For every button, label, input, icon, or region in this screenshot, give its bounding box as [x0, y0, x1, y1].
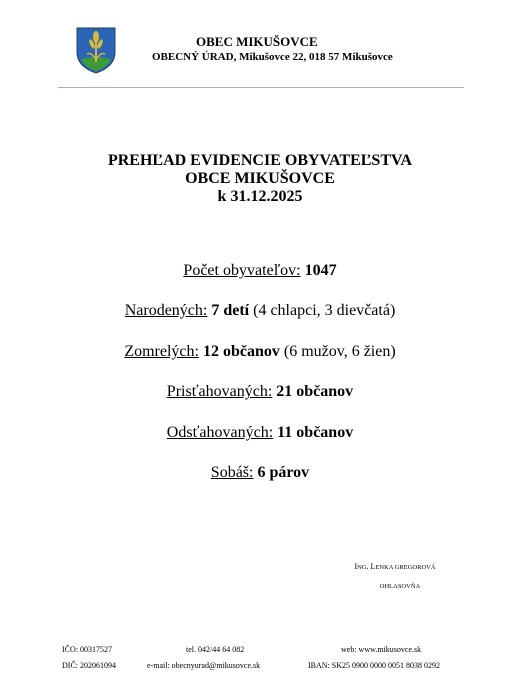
signature-name: ING. LENKA GREGOROVÁ — [354, 562, 436, 571]
document-title-line2: OBCE MIKUŠOVCE — [185, 170, 335, 187]
stat-births-value: 7 detí — [211, 302, 250, 319]
document-title-line1: PREHĽAD EVIDENCIE OBYVATEĽSTVA — [107, 152, 413, 169]
stat-marriages-value: 6 párov — [257, 464, 310, 481]
header-divider — [58, 87, 464, 88]
signature-role: OHLASOVŇA — [379, 583, 421, 590]
sig-initial-1: I — [354, 562, 358, 571]
footer-tel: tel. 042/44 64 082 — [186, 645, 245, 654]
stat-births — [0, 302, 520, 320]
office-address: OBECNÝ ÚRAD, Mikušovce 22, 018 57 Mikušovce — [152, 51, 393, 63]
stat-moved-out — [0, 424, 520, 442]
stat-population — [0, 262, 520, 280]
stat-moved-in — [0, 383, 520, 401]
stat-deaths — [0, 343, 520, 361]
stat-moved-out-value: 11 občanov — [277, 424, 354, 441]
stat-deaths-detail: (6 mužov, 6 žien) — [283, 343, 396, 360]
footer-iban: IBAN: SK25 0900 0000 0051 8038 0292 — [308, 661, 441, 670]
stat-moved-out-label: Odsťahovaných: — [166, 424, 274, 441]
footer-email: e-mail: obecnyurad@mikusovce.sk — [147, 661, 261, 670]
stat-moved-in-value: 21 občanov — [276, 383, 354, 400]
stat-births-detail: (4 chlapci, 3 dievčatá) — [253, 302, 396, 319]
sig-rest-1: NG — [357, 564, 367, 571]
stat-deaths-label: Zomrelých: — [124, 343, 199, 360]
footer-web: web: www.mikusovce.sk — [341, 645, 422, 654]
stat-deaths-value: 12 občanov — [202, 343, 280, 360]
stat-population-label: Počet obyvateľov: — [183, 262, 301, 279]
stat-marriages-label: Sobáš: — [210, 464, 254, 481]
footer-dic: DIČ: 202061094 — [62, 661, 116, 670]
sig-rest-2: ENKA GREGOROVÁ — [375, 564, 436, 571]
coat-of-arms-icon — [75, 26, 117, 74]
sig-initial-2: L — [370, 562, 376, 571]
stat-moved-in-label: Prisťahovaných: — [166, 383, 273, 400]
stat-population-value: 1047 — [304, 262, 337, 279]
municipality-title: OBEC MIKUŠOVCE — [196, 34, 318, 49]
stat-marriages — [0, 464, 520, 482]
stat-births-label: Narodených: — [124, 302, 208, 319]
footer-ico: IČO: 00317527 — [62, 645, 112, 654]
document-date: k 31.12.2025 — [217, 188, 303, 205]
